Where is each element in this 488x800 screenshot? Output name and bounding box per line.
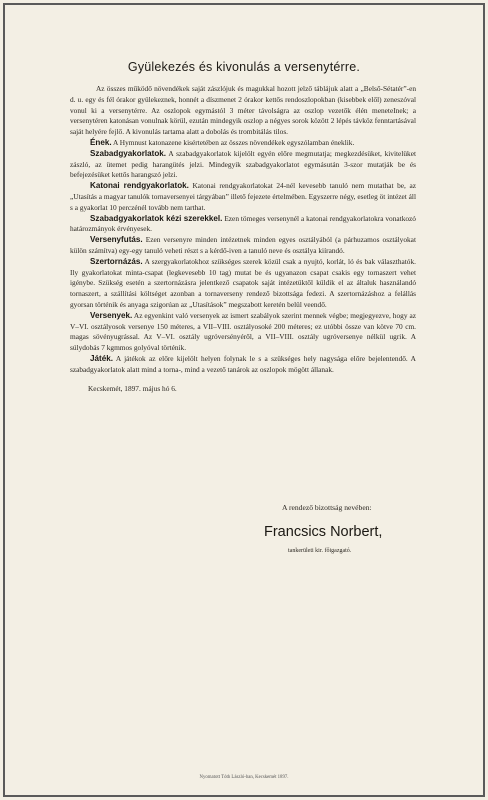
section-paragraph: [70, 214, 416, 236]
signatory-title: tankerületi kir. főigazgató.: [288, 548, 352, 554]
section-heading: Játék.: [90, 353, 113, 363]
section-text: Ezen versenyre minden intézetnek minden egyes osztályából (a párhuzamos osztályokat külön számítva) egy-egy tanuló veheti részt s a kérdő-iven a tanuló neve és osztálya kiírandó.: [70, 235, 416, 255]
section-text: Katonai rendgyakorlatokat 24-nél kevesebb tanuló nem mutathat be, az „Utasítás a magyar tanulók tornaversenyei tárgyában” illető fejezete értelmében. Egyszerre négy, esetleg öt intézet áll s a gyakorlat 10 perczénél tovább nem tarthat.: [70, 181, 416, 212]
intro-paragraph: Az összes működő növendékek saját zászlójuk és magukkal hozott jelző táblájuk alatt a „Belső-Sétatér”-en d. u. egy és fél órakor gyülekeznek, honnét a díszmenet 2 órakor kettős rendoszlopokban (kisebbek elől) zeneszóval vonul ki a versenytérre. Az oszlopok egymástól 3 méter távolságra az oszlop vezetők élén meneteInek; a versenytéren katonásan vonulnak körül, ezután mindegyik oszlop a négyes sorok között 2 lépés távköz fenntartásával saját helyére fejlő. A kivonulás tartama alatt a dobolás és trombitálás tilos.: [70, 84, 416, 137]
section-heading: Szabadgyakorlatok.: [90, 148, 167, 158]
section-heading: Szertornázás.: [90, 256, 143, 266]
section-heading: Versenyek.: [90, 310, 133, 320]
section-text: A Hymnust katonazene kisértetében az összes növendékek egyszólamban éneklik.: [113, 137, 355, 147]
section-text: A szergyakorlatokhoz szükséges szerek közül csak a nyujtó, korlát, ló és bak választhatók. Ily gyakorlatokat minta-csapat (legkevesebb 10 tag) mutat be és ugyanazon csapat csakis egy tornaszert vehet igénybe. Szükség esetén a szertornázásra jelentkező csapatok saját intézetüktől küldik el az általuk használandó tornaszert, a szállítási költséget azonban a tornaverseny rendező bizottsága fedezi. A szertornázáshoz a felállás gyorsan történik és anyaga szigorúan az „Utasítások” megszabott keretén belül veendő.: [70, 256, 416, 309]
section-text: A szabadgyakorlatok kijelölt egyén előre megmutatja; megkezdésüket, kivitelüket zászló, az ütemet pedig harangütés jelzi. Mindegyik szabadgyakorlatot egymásután 3-szor mutatják be és befejezésüket kettős harangszó jelzi.: [70, 148, 416, 180]
section-text: Az egyenkint való versenyek az ismert szabályok szerint mennek végbe; megjegyezve, hogy az V–VI. osztályosok versenye 150 méteres, a VII–VIII. osztályosoké 200 méteres; ez utóbbi össze van kötve 70 cm. magas sövényugrással. Az V–VI. osztály ugróversényéről, a VII–VIII. osztály ugróversenye nélkül ugrik. A súlydobás 7 kgmmos golyóval történik.: [70, 310, 416, 353]
section-text: Ezen tömeges versenynél a katonai rendgyakorlatokra vonatkozó határozmányok érvényesek.: [70, 213, 416, 234]
section-heading: Versenyfutás.: [90, 235, 143, 245]
signature-intro: A rendező bizottság nevében:: [282, 503, 372, 512]
section-paragraph: [70, 311, 416, 354]
section-paragraph: [70, 149, 416, 181]
notice-body: [70, 84, 416, 394]
section-text: A játékok az előre kijelölt helyen folynak le s a szükséges hely nagysága előre bejelentendő. A szabadgyakorlatok alatt mind a torna-, mind a vezető tanárok az oszlopok mögött állanak.: [70, 353, 416, 374]
section-heading: Szabadgyakorlatok kézi szerekkel.: [90, 213, 223, 223]
section-paragraph: [70, 235, 416, 257]
section-paragraph: [70, 138, 416, 149]
dateline: Kecskemét, 1897. május hó 6.: [88, 383, 177, 393]
section-paragraph: [70, 181, 416, 213]
section-heading: Katonai rendgyakorlatok.: [90, 181, 189, 191]
signatory-name: Francsics Norbert,: [264, 524, 383, 540]
notice-title: Gyülekezés és kivonulás a versenytérre.: [127, 60, 361, 74]
printer-imprint: Nyomatott Tóth László-ban, Kecskemét 1897.: [199, 775, 289, 780]
section-paragraph: [70, 257, 416, 311]
section-heading: Ének.: [90, 137, 112, 147]
section-paragraph: [70, 354, 416, 376]
